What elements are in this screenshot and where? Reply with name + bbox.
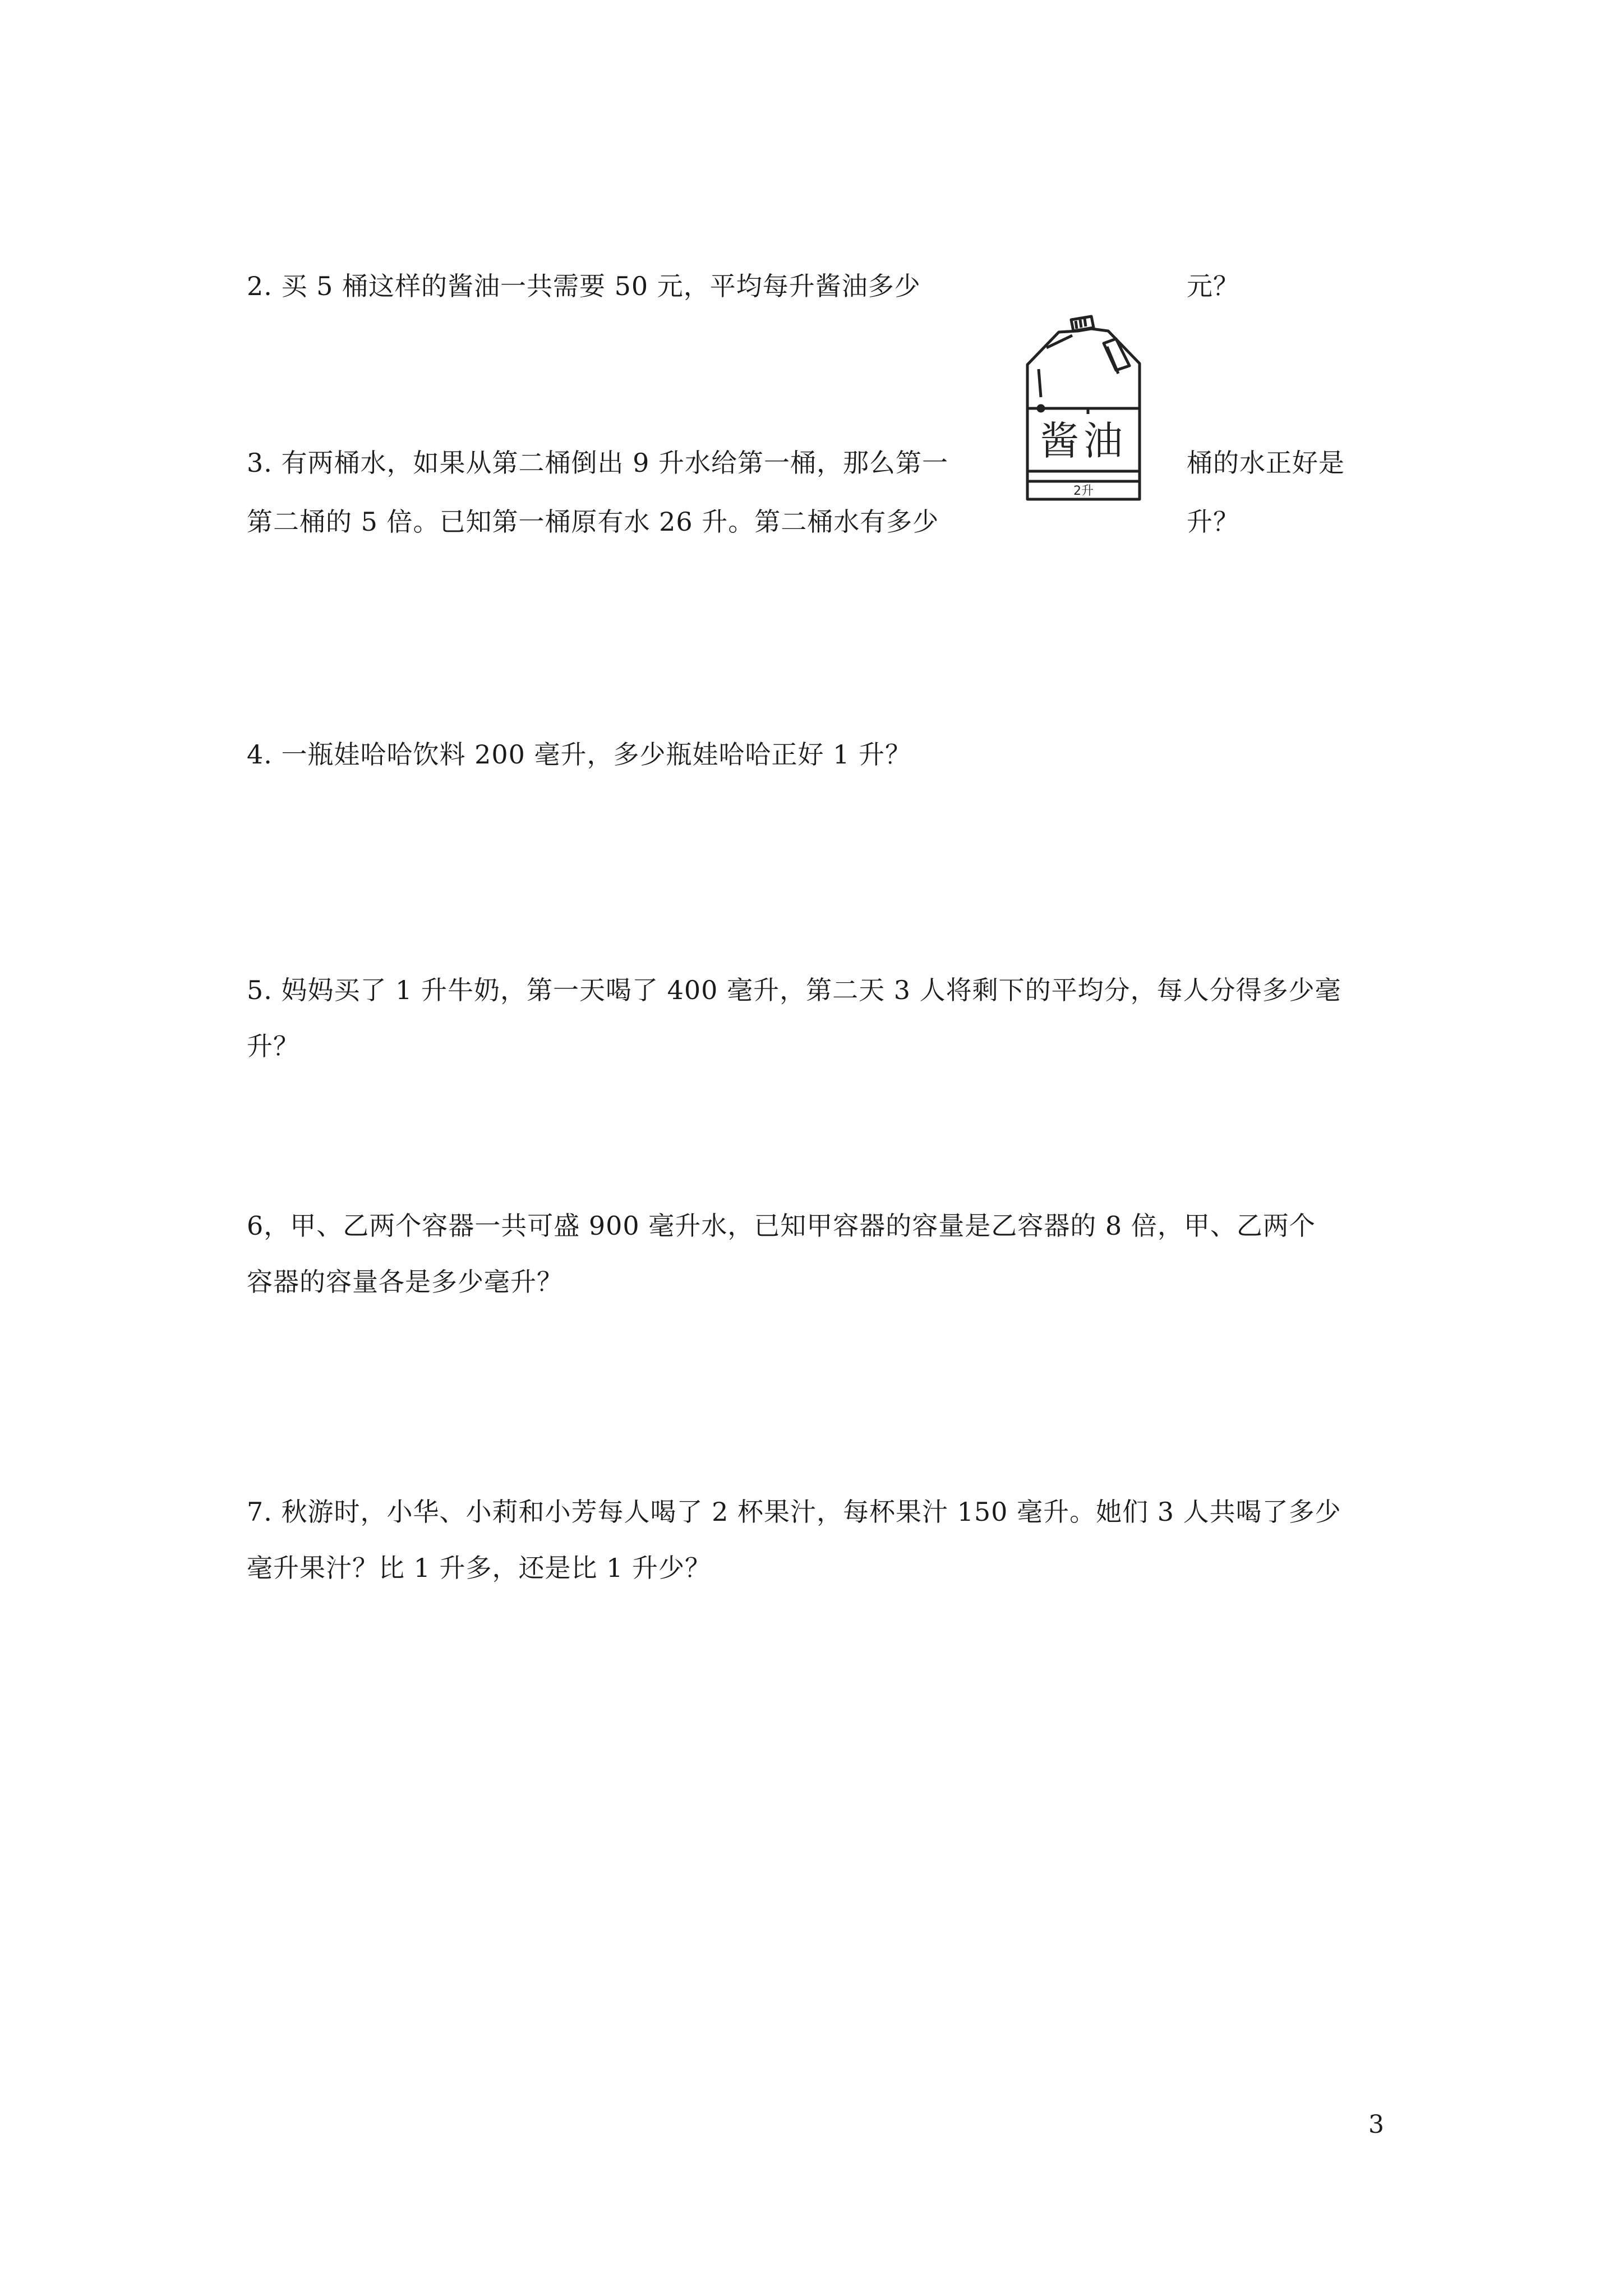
question-4-text: 4. 一瓶娃哈哈饮料 200 毫升，多少瓶娃哈哈正好 1 升？ [247, 739, 912, 770]
question-6-text-line2: 容器的容量各是多少毫升？ [247, 1267, 563, 1297]
question-3-text: 3. 有两桶水，如果从第二桶倒出 9 升水给第一桶，那么第一 [247, 448, 949, 478]
question-5-text: 5. 妈妈买了 1 升牛奶，第一天喝了 400 毫升，第二天 3 人将剩下的平均分，每人分得多少毫 [247, 975, 1341, 1005]
question-7-text: 7. 秋游时，小华、小莉和小芳每人喝了 2 杯果汁，每杯果汁 150 毫升。她们 3 人共喝了多少 [247, 1497, 1341, 1527]
question-2-text-end: 元？ [1187, 271, 1239, 301]
question-3-text-line2-end: 升？ [1187, 507, 1239, 537]
question-3-text-line2: 第二桶的 5 倍。已知第一桶原有水 26 升。第二桶水有多少 [247, 507, 939, 537]
question-5-text-line2: 升？ [247, 1031, 299, 1061]
question-7-text-line2: 毫升果汁？比 1 升多，还是比 1 升少？ [247, 1553, 712, 1583]
soy-sauce-bottle-icon [1020, 314, 1147, 505]
bottle-volume: 2升 [1073, 484, 1094, 498]
page-number: 3 [1368, 2110, 1384, 2139]
question-2-text: 2. 买 5 桶这样的酱油一共需要 50 元，平均每升酱油多少 [247, 271, 921, 301]
bottle-label: 酱油 [1040, 418, 1127, 464]
question-6-text: 6，甲、乙两个容器一共可盛 900 毫升水，已知甲容器的容量是乙容器的 8 倍，甲、乙两个 [247, 1211, 1316, 1241]
question-3-text-end: 桶的水正好是 [1187, 448, 1345, 478]
